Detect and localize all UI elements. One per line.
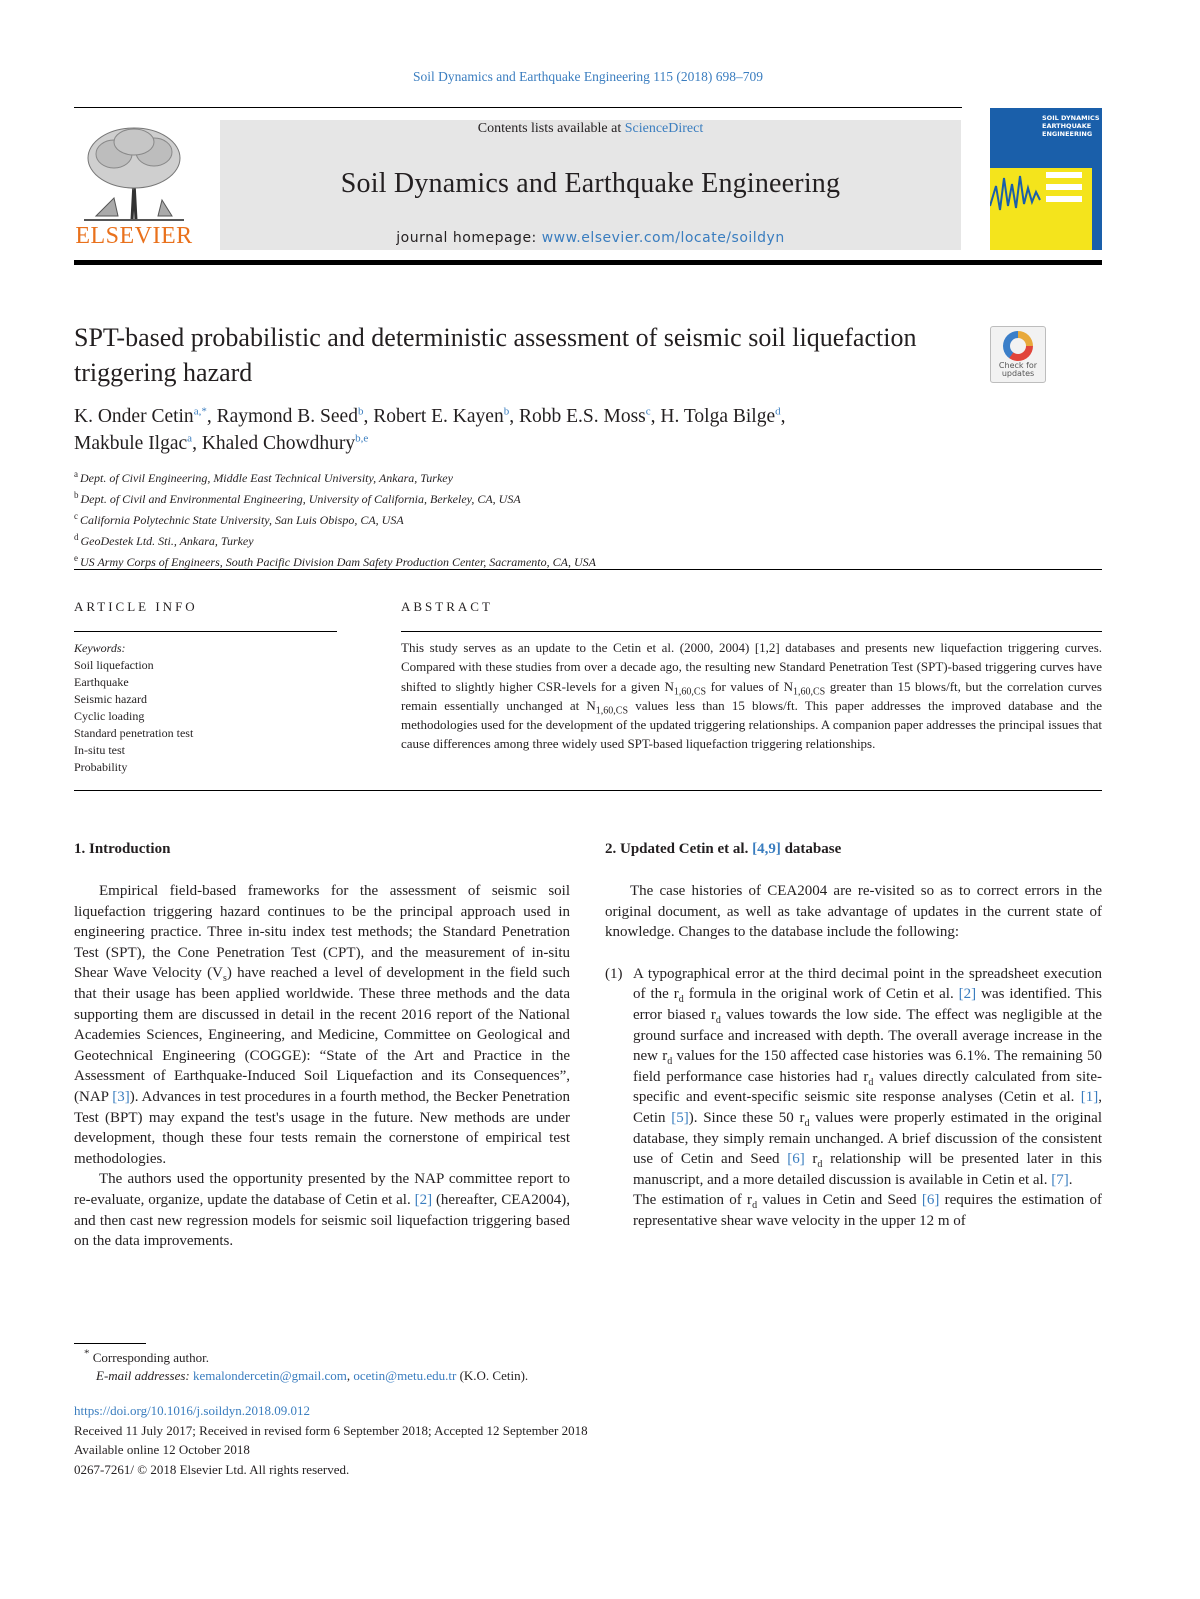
text-segment: . (1068, 1171, 1073, 1188)
email-link[interactable]: kemalondercetin@gmail.com (193, 1368, 347, 1383)
text-segment: , Cetin (633, 1089, 1102, 1126)
author-list (74, 403, 974, 457)
contents-prefix: Contents lists available at (477, 121, 625, 136)
article-info-heading: ARTICLE INFO (74, 599, 198, 614)
author-sep: , (192, 433, 202, 454)
article-title: SPT-based probabilistic and deterministic assessment of seismic soil liquefaction triggering hazard (74, 323, 917, 387)
text-segment: values in Cetin and Seed (757, 1192, 922, 1209)
text-segment: ). Advances in test procedures in a fourth method, the Becker Penetration Test (BPT) may expand the test's usage in the future. New methods are under development, though these four tests remain the cornerstone of empirical test methodologies. (74, 1088, 571, 1167)
list-item-continuation (633, 1190, 1102, 1231)
abstract-rule (401, 631, 1102, 632)
abstract-segment: greater than 15 blows/ft, but the correlation curves remain essentially unchanged at N (401, 678, 1102, 713)
homepage-link[interactable]: www.elsevier.com/locate/soildyn (541, 230, 785, 246)
homepage-line (220, 230, 961, 246)
author-affil-link[interactable]: b (503, 405, 510, 418)
author-name: Makbule Ilgac (74, 433, 188, 454)
abstract-subscript: 1,60,CS (595, 705, 629, 717)
affiliations (74, 466, 974, 571)
footnote-marker: * (84, 1347, 90, 1360)
check-for-updates-button[interactable] (990, 326, 1046, 383)
header-thick-rule (74, 260, 1102, 265)
author-affil-link[interactable]: b,e (355, 432, 369, 445)
author-name: Raymond B. Seed (216, 406, 358, 427)
author-name: Robb E.S. Moss (518, 406, 646, 427)
author-affil-link[interactable]: a (187, 432, 193, 445)
keywords-heading: Keywords: (74, 641, 126, 655)
check-updates-label: Check for updates (998, 361, 1038, 378)
abstract-segment: values less than 15 blows/ft. This paper addresses the improved database and the methodologies used for the development of the updated triggering relationships. A companion paper addresses the principal issues that cause differences among three widely used SPT-based liquefaction triggering relationships. (401, 697, 1102, 752)
abstract-segment: This study serves as an update to the Cetin et al. (2000, 2004) [1,2] databases and presents new liquefaction triggering curves. Compared with these studies from over a decade ago, the resulting new Standard Penetration Test (SPT)-based triggering curves have shifted to slightly higher CSR-levels for a given N (401, 640, 1102, 694)
abstract-end-rule (74, 790, 1102, 791)
text-segment: requires the estimation of representative shear wave velocity in the upper 12 m of (633, 1192, 1102, 1229)
keyword: Probability (74, 760, 128, 774)
journal-reference[interactable]: Soil Dynamics and Earthquake Engineering 115 (2018) 698–709 (412, 69, 764, 84)
keyword: Soil liquefaction (74, 658, 154, 672)
affiliation (74, 529, 974, 550)
corresponding-text: Corresponding author. (92, 1350, 210, 1365)
sciencedirect-link[interactable]: ScienceDirect (624, 121, 704, 136)
journal-header-box (220, 120, 961, 250)
subscript: d (715, 1014, 721, 1026)
affiliation-label: d (74, 532, 79, 542)
affiliation-label: a (74, 469, 78, 479)
section-heading-introduction: 1. Introduction (74, 841, 171, 857)
affiliation-text: Dept. of Civil and Environmental Engineering, University of California, Berkeley, CA, USA (80, 492, 521, 506)
text-segment: values for the 150 affected case histories was 6.1%. The remaining 50 field performance case histories had r (633, 1048, 1102, 1085)
publisher-name: ELSEVIER (75, 223, 193, 249)
abstract-subscript: 1,60,CS (793, 686, 826, 698)
homepage-prefix: journal homepage: (396, 230, 542, 246)
citation-link[interactable]: [2] (414, 1191, 433, 1208)
email-line (74, 1367, 974, 1385)
doi-link[interactable]: https://doi.org/10.1016/j.soildyn.2018.09.012 (74, 1403, 310, 1418)
corresponding-author-note (74, 1349, 974, 1367)
text-segment: values towards the low side. The effect was negligible at the ground surface and increased with depth. The overall average increase in the new r (633, 1006, 1103, 1065)
cover-seismogram-icon (990, 166, 1092, 216)
journal-cover-image[interactable] (990, 108, 1102, 250)
email-label: E-mail addresses: (96, 1368, 190, 1383)
author-affil-link[interactable]: d (775, 405, 781, 418)
cover-blue-side (1092, 168, 1102, 250)
text-segment: A typographical error at the third decimal point in the spreadsheet execution of the r (633, 965, 1102, 1003)
publication-info (74, 1401, 974, 1479)
author-sep: , (206, 406, 217, 427)
author-name: H. Tolga Bilge (660, 406, 776, 427)
list-item (605, 964, 1102, 1232)
author-sep: , (509, 406, 519, 427)
affiliation-label: c (74, 511, 78, 521)
heading-segment: database (780, 841, 842, 857)
text-segment: formula in the original work of Cetin et al. (683, 986, 959, 1003)
email-separator: , (346, 1368, 354, 1383)
affiliation-text: California Polytechnic State University, San Luis Obispo, CA, USA (80, 513, 404, 527)
elsevier-tree-icon (74, 120, 194, 224)
author-name: K. Onder Cetin (74, 406, 194, 427)
header-rule (74, 107, 962, 108)
text-segment: relationship will be presented later in this manuscript, and a more detailed discussion is available in Cetin et al. (633, 1151, 1102, 1188)
introduction-body (74, 881, 570, 1252)
paragraph (74, 1169, 570, 1251)
subscript: d (667, 1056, 673, 1068)
check-updates-icon (1003, 331, 1033, 361)
section-heading-database (605, 841, 841, 858)
author-sep: , (780, 406, 786, 427)
text-segment: Empirical field-based frameworks for the assessment of seismic soil liquefaction triggering hazard continues to be the principal approach used in engineering practice. Three in-situ index test methods; the Standard Penetration Test (SPT), the Cone Penetration Test (CPT), and the measurement of in-situ Shear Wave Velocity (V (74, 883, 570, 982)
subscript: d (817, 1159, 823, 1171)
available-online: Available online 12 October 2018 (74, 1442, 250, 1457)
author-affil-link[interactable]: a,* (193, 405, 207, 418)
abstract-heading: ABSTRACT (401, 599, 493, 614)
affiliation-label: e (74, 553, 78, 563)
abstract-segment: for values of N (706, 678, 793, 694)
subscript: d (804, 1117, 810, 1129)
text-segment: values directly calculated from site-specific and event-specific seismic site response analyses (Cetin et al. (633, 1068, 1102, 1106)
citation-link[interactable]: [6] (921, 1192, 940, 1209)
cover-title: SOIL DYNAMICS EARTHQUAKE ENGINEERING (1042, 114, 1100, 138)
received-dates: Received 11 July 2017; Received in revised form 6 September 2018; Accepted 12 September 2018 (74, 1422, 588, 1438)
paragraph (74, 881, 570, 1169)
abstract-subscript: 1,60,CS (673, 686, 707, 698)
affiliation (74, 487, 974, 508)
subscript: d (752, 1200, 758, 1212)
article-info-rule (74, 631, 337, 632)
database-body (605, 881, 1102, 1232)
author-affil-link[interactable]: c (645, 405, 651, 418)
citation-link[interactable]: [6] (787, 1151, 805, 1168)
list-item-text (633, 964, 1102, 1191)
contents-line (220, 121, 961, 137)
subscript: s (222, 973, 227, 985)
author-sep: , (363, 406, 374, 427)
text-segment: was identified. This error biased r (633, 986, 1102, 1023)
text-segment: The estimation of r (633, 1192, 753, 1209)
author-name: Khaled Chowdhury (201, 433, 356, 454)
affiliation (74, 550, 974, 571)
journal-title: Soil Dynamics and Earthquake Engineering (340, 168, 841, 199)
footnote (74, 1349, 974, 1385)
keyword: In-situ test (74, 743, 125, 757)
affiliation-text: Dept. of Civil Engineering, Middle East Technical University, Ankara, Turkey (80, 471, 453, 485)
subscript: d (868, 1076, 874, 1088)
author-sep: , (650, 406, 661, 427)
text-segment: (hereafter, CEA2004), and then cast new regression models for seismic soil liquefaction triggering based on the data improvements. (74, 1191, 570, 1250)
author-name: Robert E. Kayen (373, 406, 504, 427)
elsevier-logo (74, 120, 194, 250)
affiliation (74, 508, 974, 529)
author-affil-link[interactable]: b (357, 405, 364, 418)
footnote-rule (74, 1343, 146, 1344)
keyword: Seismic hazard (74, 692, 147, 706)
keyword: Cyclic loading (74, 709, 145, 723)
affiliation-text: GeoDestek Ltd. Sti., Ankara, Turkey (80, 534, 254, 548)
email-owner: (K.O. Cetin). (456, 1368, 529, 1383)
subscript: d (678, 994, 684, 1006)
divider-rule (74, 569, 1102, 570)
citation-link[interactable]: [1] (1080, 1089, 1099, 1106)
paragraph: The case histories of CEA2004 are re-visited so as to correct errors in the original document, as well as take advantage of updates in the current state of knowledge. Changes to the database include the following: (605, 883, 1102, 941)
text-segment: ). Since these 50 r (688, 1109, 805, 1126)
text-segment: ) have reached a level of development in the field such that their usage has been applied worldwide. These three methods and the data supporting them are discussed in detail in the recent 2016 report of the National Academies Sciences, Engineering, and Medicine, Committee on Geological and Geotechnical Engineering (COGGE): “State of the Art and Practice in the Assessment of Earthquake-Induced Soil Liquefaction and its Consequences”, (NAP (74, 965, 570, 1105)
citation-link[interactable]: [5] (671, 1109, 689, 1126)
list-number: (1) (605, 965, 623, 982)
citation-link[interactable]: [4,9] (752, 841, 781, 857)
abstract-text (401, 638, 1102, 754)
affiliation-label: b (74, 490, 79, 500)
citation-link[interactable]: [3] (112, 1088, 130, 1105)
keyword: Earthquake (74, 675, 129, 689)
text-segment: r (804, 1151, 818, 1168)
copyright: 0267-7261/ © 2018 Elsevier Ltd. All rights reserved. (74, 1461, 350, 1477)
keywords-block (74, 640, 344, 776)
email-link[interactable]: ocetin@metu.edu.tr (353, 1368, 457, 1383)
affiliation-text: US Army Corps of Engineers, South Pacific Division Dam Safety Production Center, Sacramento, CA, USA (80, 555, 596, 569)
affiliation (74, 466, 974, 487)
text-segment: values were properly estimated in the original database, they simply remain unchanged. A brief discussion of the consistent use of Cetin and Seed (633, 1109, 1103, 1168)
citation-link[interactable]: [2] (958, 986, 977, 1003)
text-segment: The authors used the opportunity presented by the NAP committee report to re-evaluate, organize, update the database of Cetin et al. (74, 1171, 570, 1208)
heading-segment: 2. Updated Cetin et al. (605, 841, 753, 857)
keyword: Standard penetration test (74, 726, 194, 740)
citation-link[interactable]: [7] (1051, 1171, 1069, 1188)
